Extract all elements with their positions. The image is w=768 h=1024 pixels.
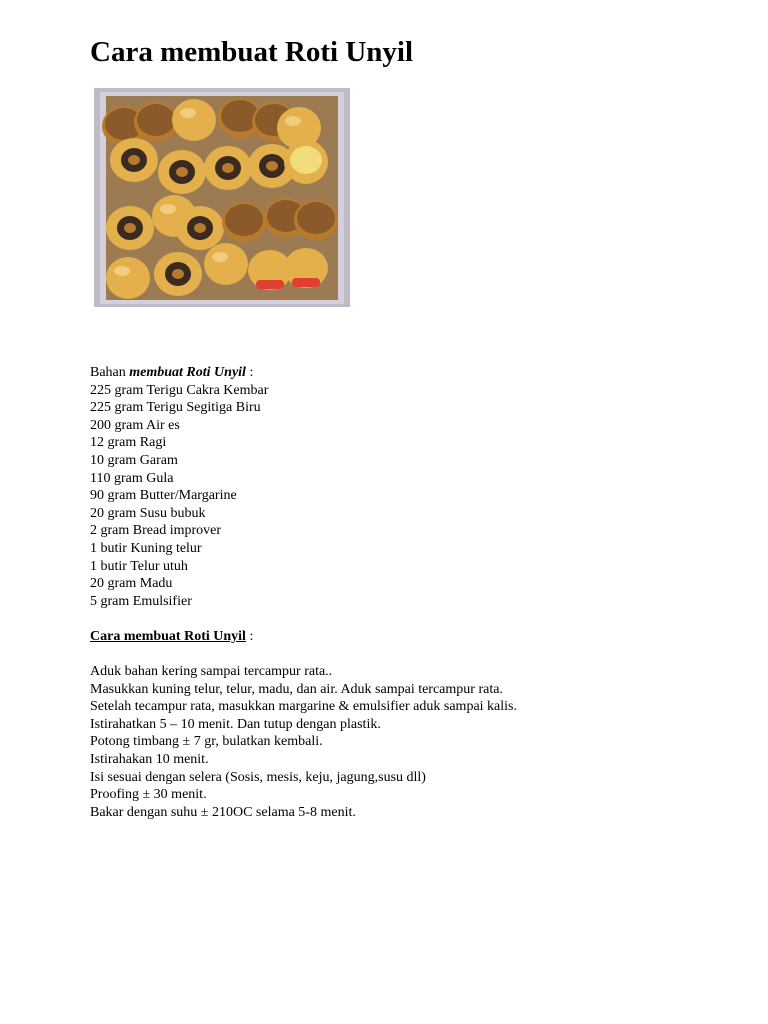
roti-unyil-illustration [94, 88, 350, 307]
method-step: Isi sesuai dengan selera (Sosis, mesis, keju, jagung,susu dll) [90, 769, 426, 785]
method-step: Potong timbang ± 7 gr, bulatkan kembali. [90, 734, 323, 750]
method-heading: Cara membuat Roti Unyil : [90, 628, 254, 644]
method-step: Masukkan kuning telur, telur, madu, dan air. Aduk sampai tercampur rata. [90, 681, 503, 697]
ingredient-item: 20 gram Madu [90, 576, 173, 592]
ingredient-item: 110 gram Gula [90, 470, 174, 486]
roti-unyil-photo [94, 88, 350, 307]
method-step: Proofing ± 30 menit. [90, 787, 207, 803]
ingredient-item: 20 gram Susu bubuk [90, 505, 206, 521]
method-step: Istirahakan 10 menit. [90, 752, 209, 768]
recipe-content [90, 364, 730, 821]
ingredient-item: 5 gram Emulsifier [90, 593, 192, 609]
method-step: Setelah tecampur rata, masukkan margarine & emulsifier aduk sampai kalis. [90, 699, 517, 715]
ingredient-item: 1 butir Telur utuh [90, 558, 188, 574]
ingredient-item: 2 gram Bread improver [90, 523, 222, 539]
ingredients-heading: Bahan membuat Roti Unyil : [90, 365, 254, 380]
ingredient-item: 10 gram Garam [90, 452, 178, 468]
method-step: Aduk bahan kering sampai tercampur rata.. [90, 664, 333, 680]
method-step: Istirahatkan 5 – 10 menit. Dan tutup dengan plastik. [90, 716, 381, 732]
page-title: Cara membuat Roti Unyil [90, 36, 414, 68]
ingredient-item: 90 gram Butter/Margarine [90, 488, 237, 504]
ingredient-item: 200 gram Air es [90, 417, 180, 433]
ingredient-item: 12 gram Ragi [90, 435, 167, 451]
ingredient-item: 1 butir Kuning telur [90, 540, 202, 556]
ingredient-item: 225 gram Terigu Segitiga Biru [90, 400, 261, 416]
method-step: Bakar dengan suhu ± 210OC selama 5-8 menit. [90, 804, 356, 820]
ingredient-item: 225 gram Terigu Cakra Kembar [90, 382, 269, 398]
